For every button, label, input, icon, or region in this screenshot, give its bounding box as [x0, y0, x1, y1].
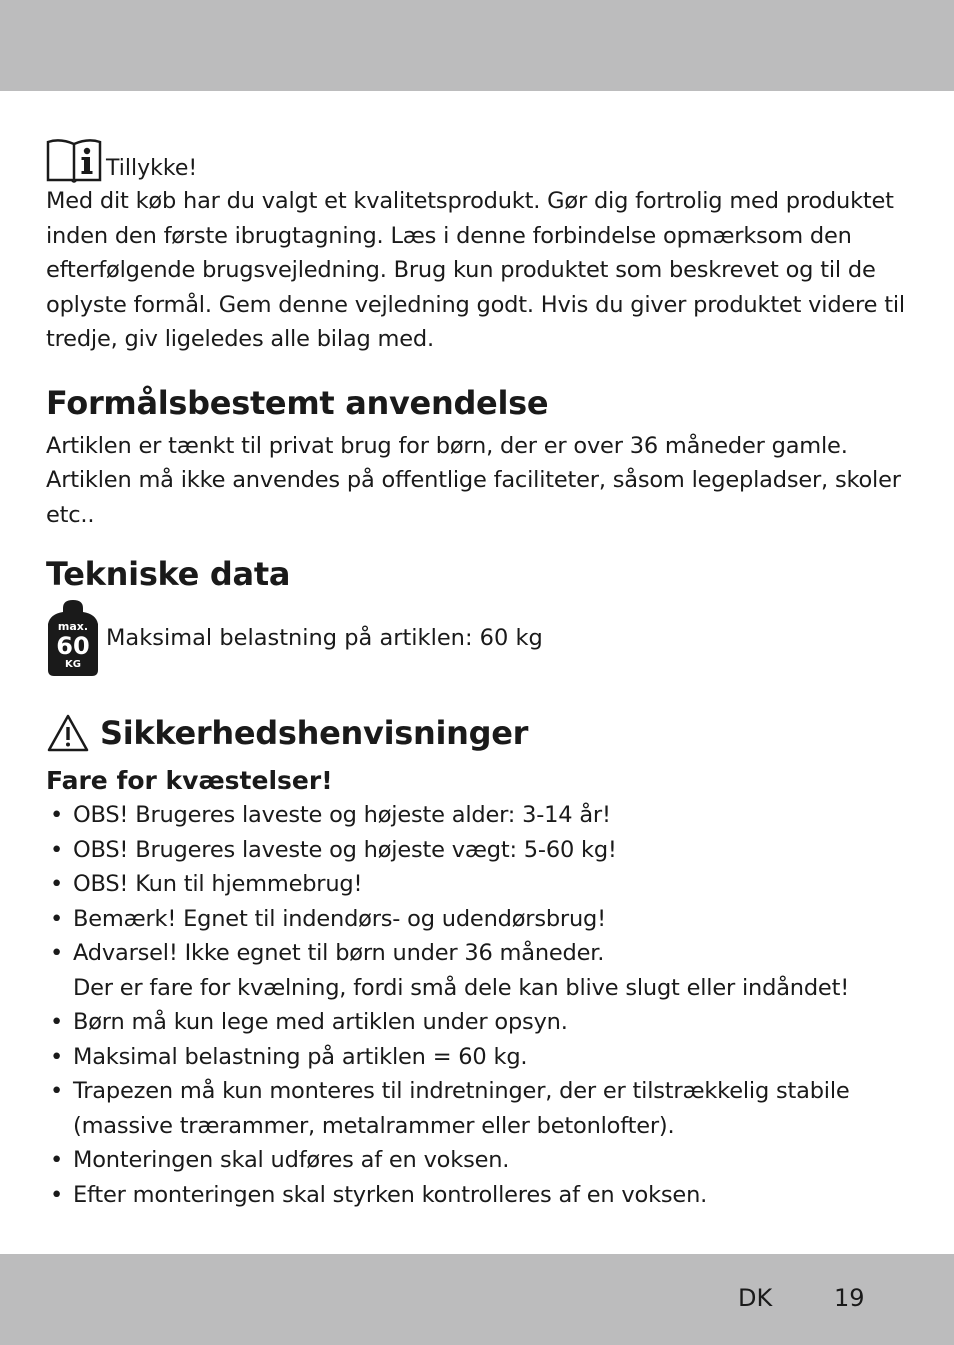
list-item	[46, 798, 916, 833]
list-item	[46, 833, 916, 868]
list-item-text: Efter monteringen skal styrken kontrolleres af en voksen.	[73, 1181, 708, 1208]
page-number: 19	[834, 1284, 865, 1312]
list-item-text: Monteringen skal udføres af en voksen.	[73, 1147, 510, 1173]
list-item-text: OBS! Kun til hjemmebrug!	[73, 871, 363, 897]
list-item-text-continued: (massive trærammer, metalrammer eller betonlofter).	[73, 1112, 675, 1139]
weight-max-label: max.	[57, 620, 89, 633]
max-load-text: Maksimal belastning på artiklen: 60 kg	[106, 625, 543, 651]
greeting-text: Tillykke!	[106, 156, 198, 181]
purpose-heading: Formålsbestemt anvendelse	[46, 383, 549, 422]
list-item-text-continued: Der er fare for kvælning, fordi små dele kan blive slugt eller indåndet!	[73, 974, 850, 1001]
list-item	[46, 1040, 916, 1075]
list-item	[46, 936, 916, 1005]
list-item	[46, 1143, 916, 1178]
page-content	[46, 132, 916, 1212]
warning-triangle-icon	[46, 713, 90, 753]
max-weight-icon	[46, 598, 100, 678]
footer-language: DK	[738, 1284, 773, 1312]
injury-subheading: Fare for kvæstelser!	[46, 766, 333, 795]
intro-heading-row	[46, 132, 916, 184]
list-item	[46, 902, 916, 937]
info-book-icon	[46, 136, 102, 184]
tech-row	[46, 598, 916, 678]
list-item-text: Bemærk! Egnet til indendørs- og udendørsbrug!	[73, 905, 606, 932]
footer-bar	[0, 1254, 954, 1345]
list-item-text: Børn må kun lege med artiklen under opsyn.	[73, 1009, 568, 1035]
list-item-text: OBS! Brugeres laveste og højeste vægt: 5-60 kg!	[73, 836, 617, 863]
header-bar	[0, 0, 954, 91]
list-item-text: Advarsel! Ikke egnet til børn under 36 måneder.	[73, 940, 605, 966]
weight-value-label: 60	[56, 632, 90, 660]
list-item	[46, 1005, 916, 1040]
list-item-text: OBS! Brugeres laveste og højeste alder: 3-14 år!	[73, 802, 611, 828]
list-item-text: Trapezen må kun monteres til indretninger, der er tilstrækkelig stabile	[73, 1078, 850, 1104]
purpose-paragraph: Artiklen er tænkt til privat brug for børn, der er over 36 måneder gamle. Artiklen må ikke anvendes på offentlige faciliteter, såsom legepladser, skoler etc..	[46, 432, 901, 528]
list-item	[46, 1178, 916, 1213]
intro-paragraph: Med dit køb har du valgt et kvalitetsprodukt. Gør dig fortrolig med produktet inden den første ibrugtagning. Læs i denne forbindelse opmærksom den efterfølgende brugsvejledning. Brug kun produktet som beskrevet og til de oplyste formål. Gem denne vejledning godt. Hvis du giver produktet videre til tredje, giv ligeledes alle bilag med.	[46, 188, 905, 352]
safety-list	[46, 798, 916, 1212]
list-item	[46, 1074, 916, 1143]
list-item-text: Maksimal belastning på artiklen = 60 kg.	[73, 1043, 528, 1070]
safety-heading: Sikkerhedshenvisninger	[100, 714, 529, 752]
safety-heading-row	[46, 708, 916, 758]
weight-unit-label: KG	[65, 659, 81, 670]
list-item	[46, 867, 916, 902]
tech-heading: Tekniske data	[46, 555, 291, 593]
